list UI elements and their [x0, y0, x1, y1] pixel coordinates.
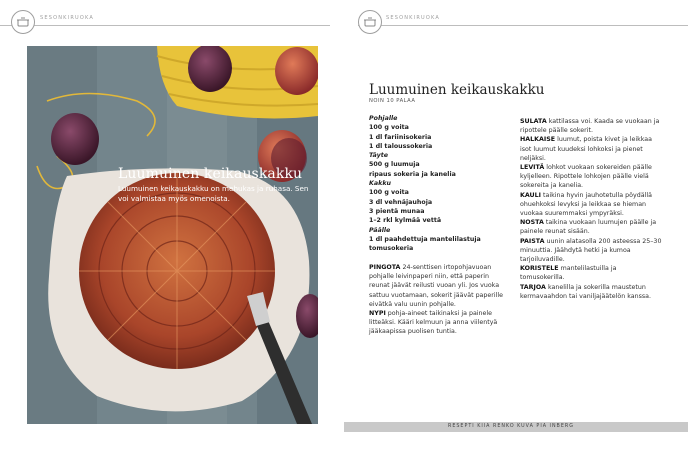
- ingredient-item: 1–2 rkl kylmää vettä: [369, 217, 442, 225]
- recipe-step: [520, 218, 663, 236]
- step-text: luumut, poista kivet ja leikkaa isot luumut kuudeksi lohkoksi ja pienet neljäksi.: [520, 136, 652, 162]
- recipe-step: [520, 135, 663, 163]
- ingredient-item: 3 dl vehnäjauhoja: [369, 198, 433, 206]
- step-text: uunin alatasolla 200 asteessa 25–30 minuuttia. Jäähdytä hetki ja kumoa tarjoiluvadille.: [520, 237, 662, 264]
- step-keyword: LEVITÄ: [520, 164, 545, 172]
- photo-title: Luumuinen keikauskakku: [118, 166, 303, 182]
- ingredient-item: 3 pientä munaa: [369, 207, 425, 215]
- ingredient-item: 100 g voita: [369, 189, 409, 197]
- step-text: kattilassa voi. Kaada se vuokaan ja ripottele päälle sokerit.: [520, 118, 660, 135]
- step-keyword: NOSTA: [520, 219, 544, 227]
- step-text: taikina hyvin jauhotetulla pöydällä ohuehkoksi levyksi ja leikkaa se hieman vuokaa suuremmaksi ympyräksi.: [520, 191, 652, 218]
- ingredient-heading: Päälle: [369, 226, 391, 234]
- recipe-step: [520, 283, 663, 301]
- right-section-badge: [358, 10, 382, 34]
- ingredient-item: ripaus sokeria ja kanelia: [369, 170, 456, 178]
- ingredient-item: tomusokeria: [369, 245, 414, 253]
- step-keyword: TARJOA: [520, 283, 546, 291]
- credits-bar: [344, 422, 688, 432]
- recipe-step: [520, 117, 663, 135]
- step-text: 24-senttisen irtopohjavuoan pohjalle leivinpaperi niin, että paperin reunat jäävät reilusti vuoan yli. Jos vuoka sattuu vuotamaan, sokerit jäävät paperille eivätkä valu uunin pohjalle.: [369, 264, 504, 308]
- left-header-line: [0, 25, 330, 26]
- recipe-step: [369, 309, 509, 337]
- photo-subtitle: Luumuinen keikauskakku on mehukas ja ruhasa. Sen voi valmistaa myös omenoista.: [118, 184, 309, 203]
- recipe-title: Luumuinen keikauskakku: [369, 82, 545, 98]
- step-text: taikina vuokaan luumujen päälle ja painele reunat sisään.: [520, 219, 657, 236]
- step-text: lohkot vuokaan sokereiden päälle kyljelleen. Ripottele lohkojen päälle vielä sokereita ja kanelia.: [520, 164, 652, 190]
- cake-photo-illustration: [27, 46, 318, 424]
- cake-photo: [27, 46, 318, 424]
- step-text: kanelilla ja sokerilla maustetun kermavaahdon tai vaniljajäätelön kanssa.: [520, 283, 652, 300]
- right-section-label: SESONKIRUOKA: [386, 15, 441, 21]
- step-keyword: SULATA: [520, 118, 547, 125]
- recipe-step: [520, 191, 663, 219]
- ingredient-item: 500 g luumuja: [369, 161, 420, 169]
- ingredient-item: 100 g voita: [369, 124, 409, 132]
- step-keyword: HALKAISE: [520, 136, 556, 144]
- ingredient-item: 1 dl fariinisokeria: [369, 133, 432, 141]
- recipe-step: [520, 163, 663, 191]
- recipe-step: [520, 237, 663, 265]
- left-section-badge: [11, 10, 35, 34]
- ingredient-item: 1 dl taloussokeria: [369, 142, 433, 150]
- ingredient-heading: Täyte: [369, 152, 388, 160]
- step-keyword: KORISTELE: [520, 265, 559, 273]
- cooking-pot-icon: [363, 15, 377, 29]
- ingredient-heading: Kakku: [369, 180, 391, 188]
- left-section-label: SESONKIRUOKA: [40, 15, 95, 21]
- step-keyword: PAISTA: [520, 237, 545, 245]
- step-keyword: PINGOTA: [369, 264, 401, 271]
- credits-text: RESEPTI KIIA RENKO KUVA PIA INBERG: [448, 424, 574, 429]
- recipe-step: [520, 264, 663, 282]
- steps-column-right: [520, 117, 663, 301]
- step-text: mantelilastuilla ja tomusokerilla.: [520, 265, 617, 282]
- step-text: pohja-aineet taikinaksi ja painele litteäksi. Kääri kelmuun ja anna viilentyä jääkaapissa puolisen tuntia.: [369, 310, 498, 336]
- step-keyword: KAULI: [520, 191, 542, 199]
- servings: NOIN 10 PALAA: [369, 98, 416, 104]
- cooking-pot-icon: [16, 15, 30, 29]
- ingredient-heading: Pohjalle: [369, 115, 398, 122]
- recipe-step: [369, 263, 509, 309]
- right-header-line: [358, 25, 688, 26]
- ingredient-item: 1 dl paahdettuja mantelilastuja: [369, 235, 481, 243]
- steps-column-left: [369, 263, 509, 337]
- ingredient-list: [369, 114, 509, 253]
- step-keyword: NYPI: [369, 310, 386, 318]
